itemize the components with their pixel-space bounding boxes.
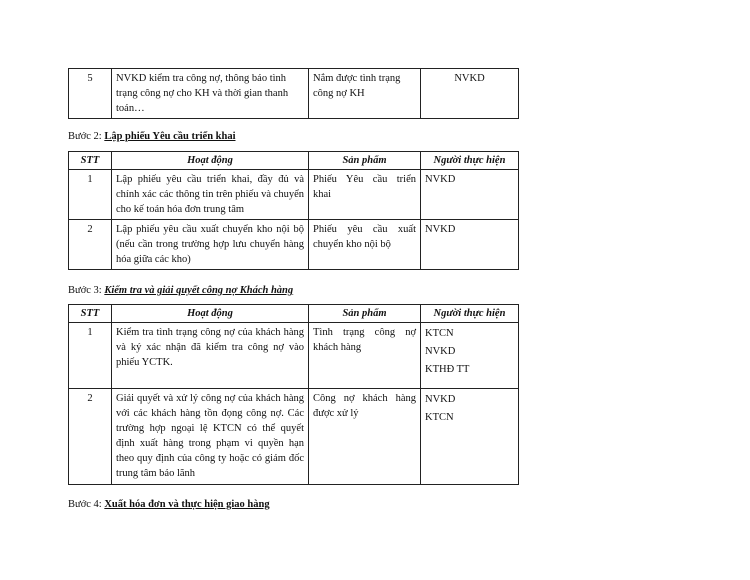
stt-cell: 1 [69, 170, 112, 220]
stt-cell: 5 [69, 69, 112, 119]
product-cell: Phiếu Yêu cầu triển khai [309, 170, 421, 220]
step-4-heading [68, 498, 270, 512]
activity-cell: Kiểm tra tình trạng công nợ của khách hàng và ký xác nhận đã kiểm tra công nợ vào phiếu YCTK. [112, 323, 309, 389]
stt-cell: 2 [69, 389, 112, 485]
table-row [69, 389, 519, 485]
table-row [69, 170, 519, 220]
header-product: Sản phẩm [309, 152, 421, 170]
stt-cell: 1 [69, 323, 112, 389]
step-3-title: Kiểm tra và giải quyết công nợ Khách hàng [104, 285, 294, 296]
header-product: Sản phẩm [309, 305, 421, 323]
product-cell: Tình trạng công nợ khách hàng [309, 323, 421, 389]
step-2-title: Lập phiếu Yêu cầu triển khai [104, 131, 236, 142]
activity-cell: Lập phiếu yêu cầu triển khai, đầy đủ và chính xác các thông tin trên phiếu và chuyển cho kế toán hóa đơn trung tâm [112, 170, 309, 220]
table-header-row [69, 305, 519, 323]
table-continuation [68, 68, 519, 119]
header-stt: STT [69, 305, 112, 323]
performer-item: NVKD [425, 394, 456, 405]
performer-item: KTHĐ TT [425, 364, 470, 375]
activity-cell: Giải quyết và xử lý công nợ của khách hàng với các khách hàng tồn đọng công nợ. Các trường hợp ngoại lệ KTCN có thể quyết định xuất hàng trong phạm vi quyền hạn theo quy định của công ty hoặc có giám đốc trung tâm bảo lãnh [112, 389, 309, 485]
header-stt: STT [69, 152, 112, 170]
table-step-2 [68, 151, 519, 270]
step-4-prefix: Bước 4: [68, 499, 105, 510]
table-header-row [69, 152, 519, 170]
step-2-heading [68, 130, 236, 144]
performer-cell: NVKD [421, 220, 519, 270]
performer-item: NVKD [425, 346, 456, 357]
stt-cell: 2 [69, 220, 112, 270]
table-row [69, 220, 519, 270]
header-activity: Hoạt động [112, 152, 309, 170]
header-activity: Hoạt động [112, 305, 309, 323]
activity-cell: NVKD kiểm tra công nợ, thông báo tình trạng công nợ cho KH và thời gian thanh toán… [112, 69, 309, 119]
product-cell: Phiếu yêu cầu xuất chuyển kho nội bộ [309, 220, 421, 270]
step-3-heading [68, 284, 293, 298]
product-cell: Nắm được tình trạng công nợ KH [309, 69, 421, 119]
header-performer: Người thực hiện [421, 305, 519, 323]
performer-cell [421, 389, 519, 485]
step-2-prefix: Bước 2: [68, 131, 105, 142]
table-step-3 [68, 304, 519, 485]
step-3-prefix: Bước 3: [68, 285, 105, 296]
activity-cell: Lập phiếu yêu cầu xuất chuyển kho nội bộ (nếu cần trong trường hợp lưu chuyển hàng hóa giữa các kho) [112, 220, 309, 270]
performer-item: KTCN [425, 412, 454, 423]
performer-cell [421, 323, 519, 389]
product-cell: Công nợ khách hàng được xử lý [309, 389, 421, 485]
performer-cell: NVKD [421, 69, 519, 119]
table-row [69, 323, 519, 389]
performer-cell: NVKD [421, 170, 519, 220]
header-performer: Người thực hiện [421, 152, 519, 170]
step-4-title: Xuất hóa đơn và thực hiện giao hàng [104, 499, 270, 510]
performer-item: KTCN [425, 328, 454, 339]
table-row [69, 69, 519, 119]
